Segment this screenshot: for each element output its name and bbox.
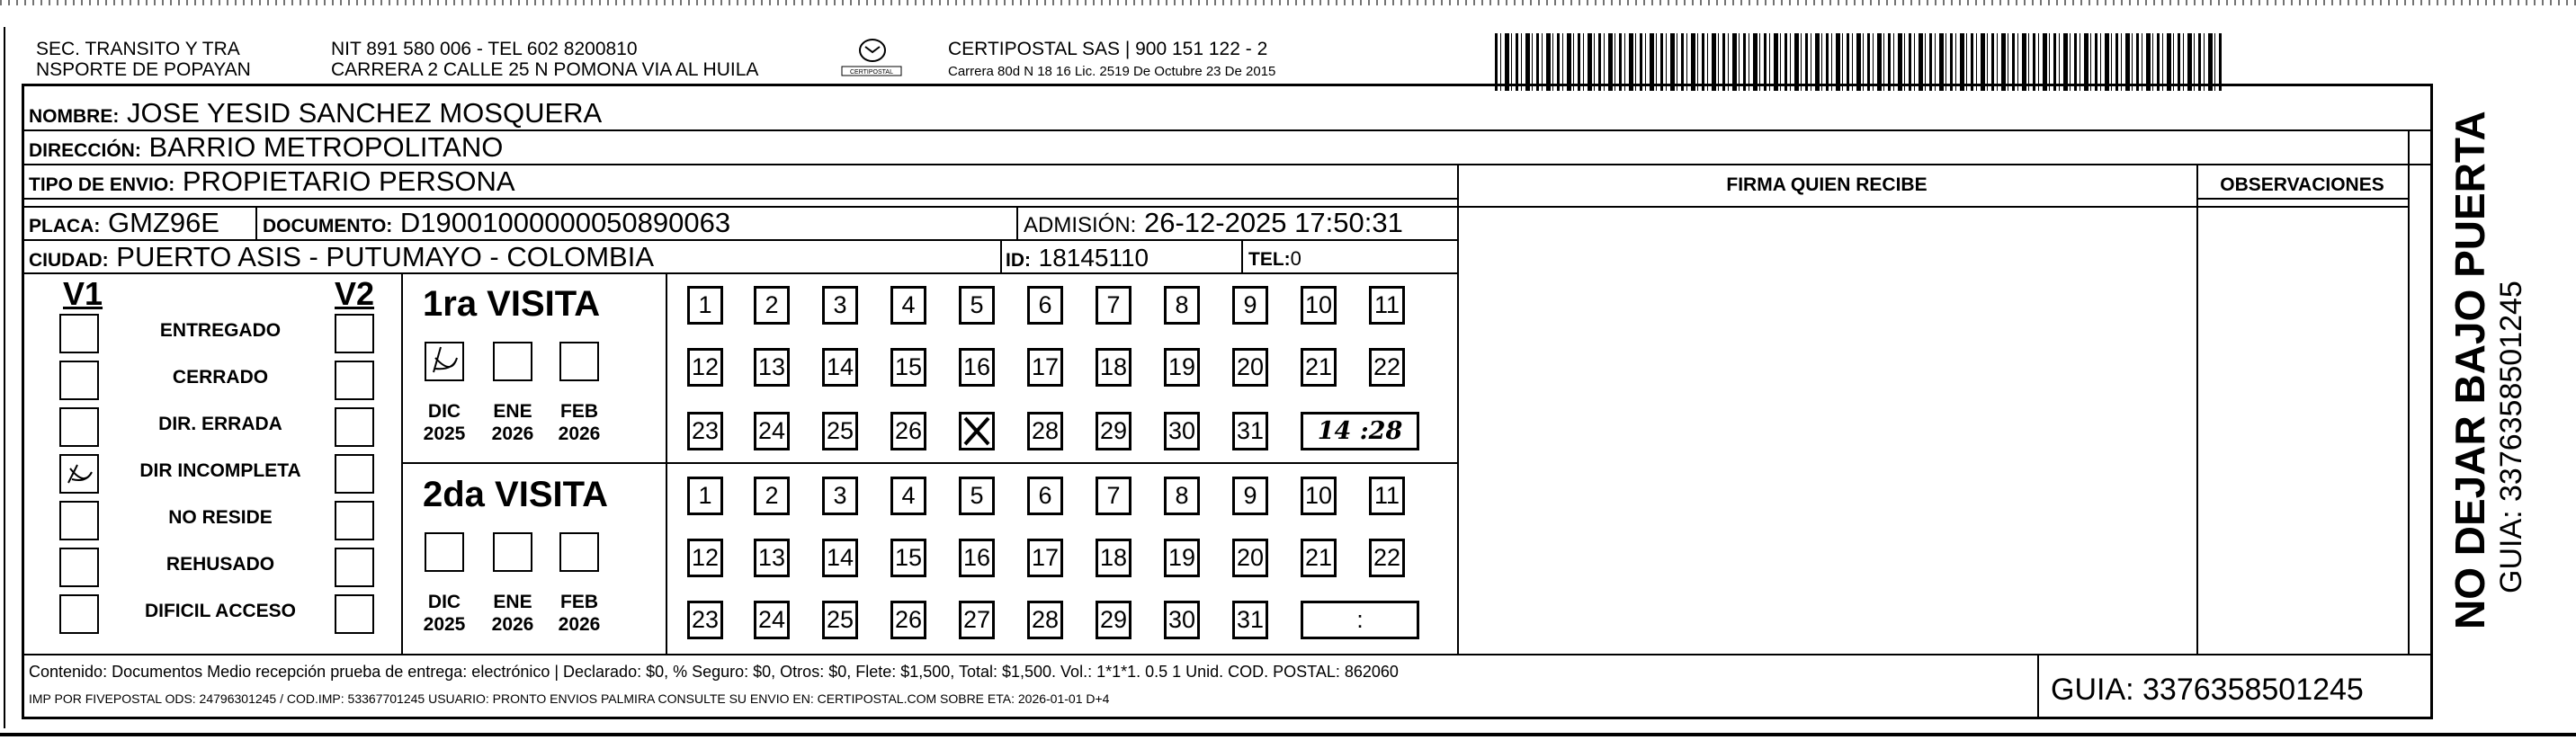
v2-checkbox[interactable] bbox=[335, 314, 374, 353]
day-box[interactable]: 22 bbox=[1369, 539, 1405, 577]
month-year: 2025 bbox=[423, 614, 466, 635]
month-year: 2026 bbox=[491, 423, 534, 444]
v1-label: V1 bbox=[63, 275, 103, 312]
firma-sep bbox=[1457, 164, 1459, 654]
month-name: ENE bbox=[493, 401, 532, 422]
obs-sep bbox=[2196, 164, 2198, 654]
nit-line-2: CARRERA 2 CALLE 25 N POMONA VIA AL HUILA bbox=[331, 59, 759, 80]
day-box[interactable]: 4 bbox=[890, 286, 926, 325]
v1-checkbox[interactable] bbox=[59, 548, 99, 587]
contenido-text: Contenido: Documentos Medio recepción prueba de entrega: electrónico | Declarado: $0, % Seguro: $0, Otros: $0, Flete: $1,500, Total: $1,500. Vol.: 1*1*1. 0.5 1 Unid. COD. POSTAL: 862060 bbox=[29, 663, 1399, 681]
documento-label: DOCUMENTO: bbox=[263, 216, 393, 236]
no-dejar-warning: NO DEJAR BAJO PUERTA bbox=[2446, 111, 2493, 629]
v2-checkbox[interactable] bbox=[335, 407, 374, 447]
day-box[interactable]: 6 bbox=[1027, 477, 1063, 515]
day-box[interactable]: 6 bbox=[1027, 286, 1063, 325]
day-box[interactable]: 20 bbox=[1232, 539, 1268, 577]
month-name: FEB bbox=[560, 401, 598, 422]
id-field bbox=[1006, 242, 1149, 276]
day-box[interactable]: 4 bbox=[890, 477, 926, 515]
day-box[interactable]: 9 bbox=[1232, 286, 1268, 325]
day-box[interactable]: 17 bbox=[1027, 348, 1063, 387]
day-box[interactable]: 31 bbox=[1232, 601, 1268, 639]
tel-sep bbox=[1241, 239, 1243, 272]
second-visit-time[interactable]: : bbox=[1301, 601, 1419, 639]
day-box[interactable]: 12 bbox=[687, 348, 723, 387]
sender-line-1: SEC. TRANSITO Y TRA bbox=[36, 39, 240, 59]
cross-mark-icon bbox=[962, 415, 992, 448]
firma-header: FIRMA QUIEN RECIBE bbox=[1726, 174, 1928, 195]
day-box[interactable]: 30 bbox=[1164, 412, 1200, 450]
admision-value: 26-12-2025 17:50:31 bbox=[1143, 207, 1403, 238]
month-checkbox[interactable] bbox=[425, 342, 464, 381]
day-box[interactable]: 2 bbox=[754, 286, 790, 325]
day-box[interactable]: 16 bbox=[959, 348, 995, 387]
status-label: REHUSADO bbox=[165, 554, 275, 575]
v1-checkbox[interactable] bbox=[59, 594, 99, 634]
month-label bbox=[417, 591, 471, 636]
day-box[interactable]: 11 bbox=[1369, 477, 1405, 515]
bottom-edge bbox=[0, 733, 2576, 736]
day-box[interactable]: 13 bbox=[754, 348, 790, 387]
day-box[interactable]: 15 bbox=[890, 539, 926, 577]
day-box[interactable]: 21 bbox=[1301, 348, 1337, 387]
day-box[interactable]: 2 bbox=[754, 477, 790, 515]
v1-checkbox[interactable] bbox=[59, 454, 99, 494]
month-checkbox[interactable] bbox=[493, 532, 532, 572]
imp-text: IMP POR FIVEPOSTAL ODS: 24796301245 / COD.IMP: 53367701245 USUARIO: PRONTO ENVIOS PALMIRA CONSULTE SU ENVIO EN: CERTIPOSTAL.COM SOBRE ETA: 2026-01-01 D+4 bbox=[29, 691, 1110, 706]
month-checkbox[interactable] bbox=[559, 342, 599, 381]
ciudad-label: CIUDAD: bbox=[29, 250, 109, 271]
admision-sep bbox=[1016, 206, 1018, 239]
second-visit-title: 2da VISITA bbox=[423, 475, 608, 514]
day-box[interactable]: 1 bbox=[687, 286, 723, 325]
day-box[interactable]: 28 bbox=[1027, 412, 1063, 450]
day-box[interactable]: 19 bbox=[1164, 348, 1200, 387]
month-name: ENE bbox=[493, 592, 532, 612]
day-box[interactable]: 3 bbox=[822, 477, 858, 515]
tel-label: TEL: bbox=[1248, 249, 1291, 270]
day-box[interactable]: 19 bbox=[1164, 539, 1200, 577]
day-box[interactable]: 17 bbox=[1027, 539, 1063, 577]
month-year: 2026 bbox=[558, 614, 601, 635]
day-box[interactable]: 31 bbox=[1232, 412, 1268, 450]
direccion-value: BARRIO METROPOLITANO bbox=[148, 131, 504, 163]
sender-line-2: NSPORTE DE POPAYAN bbox=[36, 59, 251, 80]
day-box[interactable]: 12 bbox=[687, 539, 723, 577]
certipostal-logo bbox=[840, 36, 903, 83]
admision-label: ADMISIÓN: bbox=[1024, 213, 1137, 237]
status-label: ENTREGADO bbox=[159, 320, 282, 341]
v1-checkbox[interactable] bbox=[59, 314, 99, 353]
day-box[interactable]: 13 bbox=[754, 539, 790, 577]
day-box[interactable]: 8 bbox=[1164, 477, 1200, 515]
v1-checkbox[interactable] bbox=[59, 361, 99, 400]
day-box[interactable]: 26 bbox=[890, 412, 926, 450]
nombre-value: JOSE YESID SANCHEZ MOSQUERA bbox=[126, 97, 603, 129]
first-visit-time[interactable]: 14 :28 bbox=[1301, 412, 1419, 450]
id-sep bbox=[1000, 239, 1002, 272]
status-label: CERRADO bbox=[172, 367, 269, 388]
nit-line-1: NIT 891 580 006 - TEL 602 8200810 bbox=[331, 39, 638, 59]
day-box[interactable]: 14 bbox=[822, 348, 858, 387]
tel-value: 0 bbox=[1290, 247, 1301, 270]
day-box[interactable]: 23 bbox=[687, 601, 723, 639]
ciudad-field bbox=[29, 242, 654, 276]
check-mark-icon bbox=[61, 456, 97, 492]
month-label bbox=[486, 400, 540, 445]
footer-sep bbox=[23, 654, 2432, 655]
day-box[interactable]: 20 bbox=[1232, 348, 1268, 387]
documento-field bbox=[263, 208, 730, 242]
id-value: 18145110 bbox=[1038, 244, 1149, 272]
logo-text: CERTIPOSTAL bbox=[850, 69, 893, 76]
day-box[interactable]: 1 bbox=[687, 477, 723, 515]
day-box[interactable]: 27 bbox=[959, 601, 995, 639]
side-text bbox=[2446, 54, 2554, 629]
tel-field bbox=[1248, 244, 1301, 275]
day-box[interactable]: 10 bbox=[1301, 477, 1337, 515]
visit-sep bbox=[401, 462, 1457, 464]
day-box[interactable]: 11 bbox=[1369, 286, 1405, 325]
month-year: 2026 bbox=[491, 614, 534, 635]
day-box[interactable]: 28 bbox=[1027, 601, 1063, 639]
month-checkbox[interactable] bbox=[425, 532, 464, 572]
day-box[interactable] bbox=[959, 412, 995, 450]
tipo-field bbox=[29, 166, 515, 201]
day-box[interactable]: 26 bbox=[890, 601, 926, 639]
id-label: ID: bbox=[1006, 250, 1031, 271]
tipo-label: TIPO DE ENVIO: bbox=[29, 174, 175, 195]
courier-line-2: Carrera 80d N 18 16 Lic. 2519 De Octubre 23 De 2015 bbox=[948, 64, 1276, 79]
month-year: 2025 bbox=[423, 423, 466, 444]
day-box[interactable]: 5 bbox=[959, 477, 995, 515]
placa-field bbox=[29, 208, 219, 242]
month-name: DIC bbox=[427, 401, 461, 422]
day-box[interactable]: 18 bbox=[1096, 348, 1131, 387]
direccion-field bbox=[29, 132, 503, 166]
month-year: 2026 bbox=[558, 423, 601, 444]
day-box[interactable]: 30 bbox=[1164, 601, 1200, 639]
day-box[interactable]: 10 bbox=[1301, 286, 1337, 325]
observaciones-header: OBSERVACIONES bbox=[2220, 174, 2384, 195]
nombre-label: NOMBRE: bbox=[29, 106, 120, 127]
ciudad-value: PUERTO ASIS - PUTUMAYO - COLOMBIA bbox=[116, 241, 654, 272]
month-checkbox[interactable] bbox=[493, 342, 532, 381]
month-name: DIC bbox=[427, 592, 461, 612]
documento-value: D19001000000050890063 bbox=[399, 207, 731, 238]
right-col-sep bbox=[2408, 129, 2410, 654]
day-box[interactable]: 8 bbox=[1164, 286, 1200, 325]
day-box[interactable]: 22 bbox=[1369, 348, 1405, 387]
v2-checkbox[interactable] bbox=[335, 594, 374, 634]
mail-logo-icon bbox=[840, 36, 903, 83]
v2-checkbox[interactable] bbox=[335, 501, 374, 540]
day-box[interactable]: 25 bbox=[822, 412, 858, 450]
status-label: DIR. ERRADA bbox=[158, 414, 282, 434]
day-box[interactable]: 16 bbox=[959, 539, 995, 577]
first-visit-title: 1ra VISITA bbox=[423, 284, 601, 324]
v2-label: V2 bbox=[335, 275, 375, 312]
admision-field bbox=[1024, 208, 1403, 241]
placa-sep bbox=[255, 206, 257, 239]
day-box[interactable]: 7 bbox=[1096, 477, 1131, 515]
v2-checkbox[interactable] bbox=[335, 361, 374, 400]
guia-sep bbox=[2037, 654, 2039, 719]
v2-checkbox[interactable] bbox=[335, 454, 374, 494]
day-box[interactable]: 24 bbox=[754, 412, 790, 450]
tipo-value: PROPIETARIO PERSONA bbox=[182, 165, 515, 197]
day-box[interactable]: 29 bbox=[1096, 601, 1131, 639]
status-label: NO RESIDE bbox=[168, 507, 273, 528]
status-label: DIFICIL ACCESO bbox=[144, 601, 296, 621]
placa-label: PLACA: bbox=[29, 216, 101, 236]
month-label bbox=[552, 400, 606, 445]
month-label bbox=[552, 591, 606, 636]
day-box[interactable]: 14 bbox=[822, 539, 858, 577]
barcode bbox=[1495, 33, 2223, 91]
side-guia: GUIA: 3376358501245 bbox=[2494, 281, 2528, 593]
day-box[interactable]: 23 bbox=[687, 412, 723, 450]
month-name: FEB bbox=[560, 592, 598, 612]
status-label: DIR INCOMPLETA bbox=[139, 460, 301, 481]
check-mark-icon bbox=[426, 343, 462, 379]
day-box[interactable]: 3 bbox=[822, 286, 858, 325]
row-sep bbox=[2196, 198, 2408, 200]
top-edge bbox=[0, 0, 2576, 5]
day-box[interactable]: 29 bbox=[1096, 412, 1131, 450]
day-box[interactable]: 7 bbox=[1096, 286, 1131, 325]
v2-checkbox[interactable] bbox=[335, 548, 374, 587]
month-label bbox=[417, 400, 471, 445]
month-label bbox=[486, 591, 540, 636]
day-box[interactable]: 18 bbox=[1096, 539, 1131, 577]
day-box[interactable]: 24 bbox=[754, 601, 790, 639]
placa-value: GMZ96E bbox=[107, 207, 219, 238]
left-margin-line bbox=[4, 27, 5, 728]
day-box[interactable]: 5 bbox=[959, 286, 995, 325]
day-box[interactable]: 9 bbox=[1232, 477, 1268, 515]
day-box[interactable]: 21 bbox=[1301, 539, 1337, 577]
direccion-label: DIRECCIÓN: bbox=[29, 140, 141, 161]
day-box[interactable]: 25 bbox=[822, 601, 858, 639]
v1-checkbox[interactable] bbox=[59, 501, 99, 540]
courier-line-1: CERTIPOSTAL SAS | 900 151 122 - 2 bbox=[948, 39, 1268, 59]
footer-guia: GUIA: 3376358501245 bbox=[2051, 673, 2364, 707]
v1-checkbox[interactable] bbox=[59, 407, 99, 447]
nombre-field bbox=[29, 98, 602, 132]
month-checkbox[interactable] bbox=[559, 532, 599, 572]
day-box[interactable]: 15 bbox=[890, 348, 926, 387]
